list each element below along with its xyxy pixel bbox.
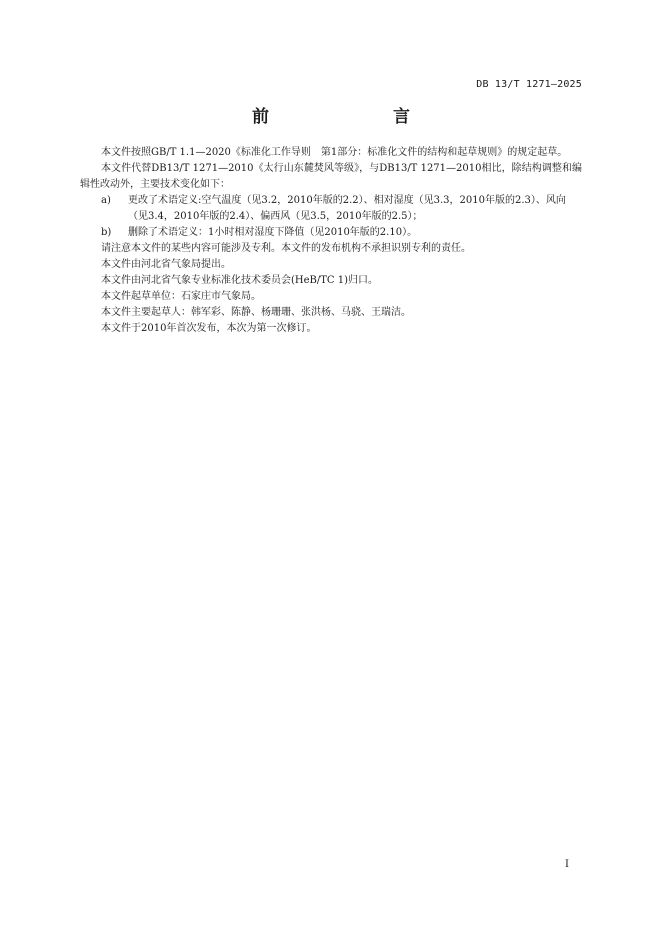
paragraph-committee: 本文件由河北省气象专业标准化技术委员会(HeB/TC 1)归口。	[101, 275, 379, 286]
paragraph-history: 本文件于2010年首次发布，本次为第一次修订。	[101, 323, 317, 334]
list-item-marker: a)	[101, 195, 111, 206]
paragraph-replacement: 本文件代替DB13/T 1271—2010《太行山东麓焚风等级》，与DB13/T 1271—2010相比，除结构调整和编辑性改动外，主要技术变化如下：	[80, 163, 582, 190]
list-item-text: 更改了术语定义:空气温度（见3.2，2010年版的2.2）、相对湿度（见3.3，2010年版的2.3）、风向（见3.4，2010年版的2.4）、偏西风（见3.5，2010年版的2.5）；	[128, 195, 566, 222]
list-item	[80, 225, 582, 241]
paragraph-proposer: 本文件由河北省气象局提出。	[101, 259, 231, 270]
document-code: DB 13/T 1271—2025	[476, 79, 582, 90]
page-number: I	[565, 859, 569, 870]
list-item-text: 删除了术语定义：1小时相对湿度下降值（见2010年版的2.10）。	[128, 227, 418, 238]
list-item-marker: b)	[101, 227, 112, 238]
paragraph-drafting-rules: 本文件按照GB/T 1.1—2020《标准化工作导则 第1部分：标准化文件的结构和起草规则》的规定起草。	[101, 147, 568, 158]
page-title: 前 言	[252, 107, 440, 127]
foreword-body	[80, 145, 582, 337]
paragraph-patent-notice: 请注意本文件的某些内容可能涉及专利。本文件的发布机构不承担识别专利的责任。	[101, 243, 471, 254]
list-item	[80, 193, 582, 225]
paragraph-drafters: 本文件主要起草人：韩军彩、陈静、杨珊珊、张洪杨、马骁、王瑞洁。	[101, 307, 411, 318]
paragraph-drafting-unit: 本文件起草单位：石家庄市气象局。	[101, 291, 261, 302]
